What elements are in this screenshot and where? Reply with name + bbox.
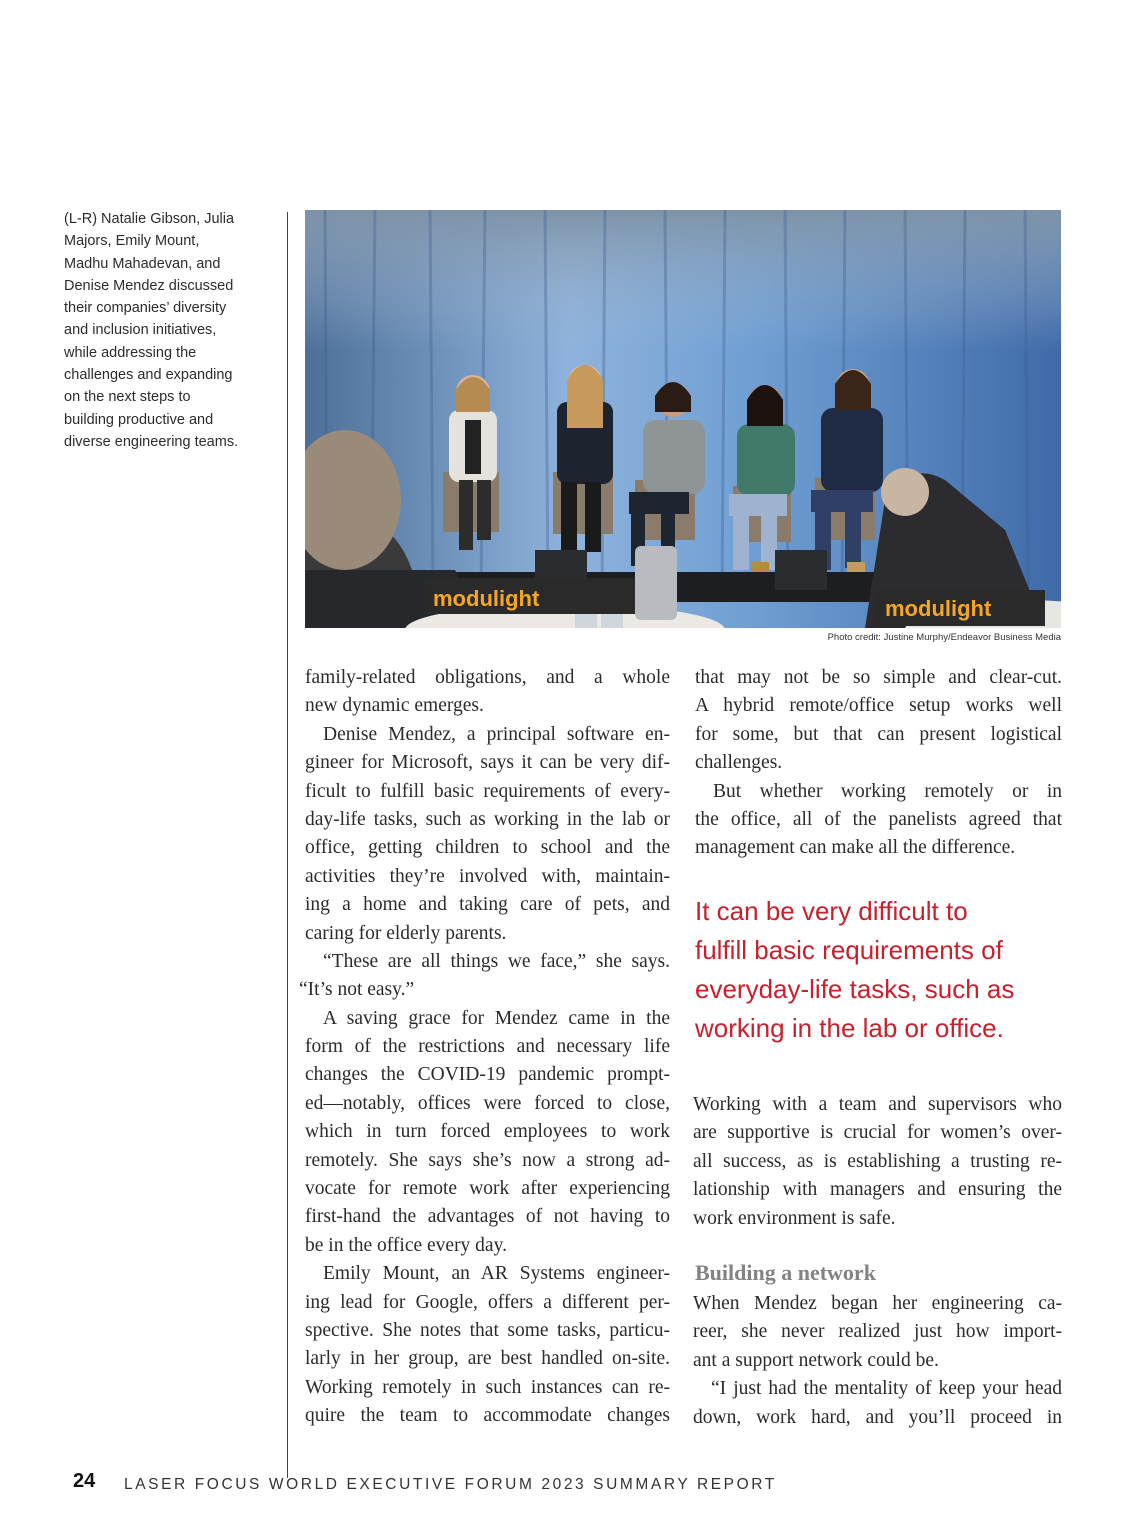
body-line: But whether working remotely or in [713,780,1062,802]
body-column-1 [299,664,670,1431]
body-line: form of the restrictions and necessary life [305,1036,670,1058]
caption-line: on the next steps to [64,389,191,406]
pull-quote-line: fulfill basic requirements of [695,935,1003,965]
body-line: changes the COVID-19 pandemic prompt- [305,1064,670,1086]
column-divider [287,212,288,1478]
body-line: “These are all things we face,” she says. [323,950,670,972]
body-line: ed—notably, offices were forced to close, [305,1092,670,1114]
caption-line: building productive and [64,411,214,428]
section-subhead: Building a network [695,1260,876,1285]
body-line: lationship with managers and ensuring the [693,1179,1062,1201]
body-line: quire the team to accommodate changes [305,1405,670,1427]
caption-line: diverse engineering teams. [64,433,239,450]
banner-logo: modulight [885,596,992,621]
body-line: ant a support network could be. [693,1349,939,1371]
body-line: the office, all of the panelists agreed that [695,808,1062,830]
caption-line: Madhu Mahadevan, and [64,255,221,272]
body-line: ficult to fulfill basic requirements of every- [305,780,670,802]
body-line: ing a home and taking care of pets, and [305,894,670,916]
caption-line: (L-R) Natalie Gibson, Julia [64,211,235,227]
body-line: which in turn forced employees to work [305,1121,670,1143]
body-line: all success, as is establishing a trusting re- [693,1150,1062,1172]
body-line: caring for elderly parents. [305,922,507,944]
caption-line: and inclusion initiatives, [64,322,217,339]
caption-line: Majors, Emily Mount, [64,233,200,250]
body-column-2-top [695,664,1062,863]
caption-line: Denise Mendez discussed [64,277,234,294]
body-line: new dynamic emerges. [305,695,484,717]
body-line: Emily Mount, an AR Systems engineer- [323,1263,670,1285]
body-line: gineer for Microsoft, says it can be very dif- [305,752,670,774]
caption-line: while addressing the [64,344,197,361]
body-line: When Mendez began her engineering ca- [693,1293,1062,1314]
body-line: office, getting children to school and the [305,837,670,859]
body-line: larly in her group, are best handled on-site. [305,1348,670,1370]
body-line: “It’s not easy.” [299,979,415,1001]
body-column-2-bottom [693,1290,1062,1432]
body-line: challenges. [695,752,783,774]
water-pitcher [635,546,677,620]
body-line: Working remotely in such instances can re- [305,1376,670,1398]
body-line: are supportive is crucial for women’s over- [693,1122,1062,1144]
body-line: spective. She notes that some tasks, particu- [305,1319,670,1341]
pull-quote-line: everyday-life tasks, such as [695,974,1015,1004]
body-line: ing lead for Google, offers a different per- [305,1291,670,1313]
body-line: A saving grace for Mendez came in the [323,1007,670,1029]
photo-credit: Photo credit: Justine Murphy/Endeavor Business Media [827,632,1061,643]
caption-line: their companies’ diversity [64,300,227,317]
body-line: activities they’re involved with, maintain- [305,865,670,887]
body-line: reer, she never realized just how import- [693,1321,1062,1343]
body-line: first-hand the advantages of not having to [305,1206,670,1228]
body-line: down, work hard, and you’ll proceed in [693,1406,1062,1428]
panel-photo [305,210,1061,628]
body-line: A hybrid remote/office setup works well [695,695,1062,717]
publication-title: LASER FOCUS WORLD EXECUTIVE FORUM 2023 SUMMARY REPORT [124,1476,777,1493]
body-line: for some, but that can present logistical [695,723,1062,745]
body-line: Denise Mendez, a principal software en- [323,723,670,745]
pull-quote [695,892,1075,1048]
page-number: 24 [73,1470,96,1492]
body-line: be in the office every day. [305,1234,507,1256]
panel-photo-illustration [305,210,1061,628]
pull-quote-line: working in the lab or office. [695,1013,1004,1043]
body-line: remotely. She says she’s now a strong ad- [305,1149,670,1171]
body-column-2-middle [693,1091,1062,1233]
pull-quote-line: It can be very difficult to [695,896,968,926]
body-line: work environment is safe. [693,1207,896,1229]
body-line: Working with a team and supervisors who [693,1094,1062,1115]
body-line: day-life tasks, such as working in the lab or [305,808,670,830]
body-line: family-related obligations, and a whole [305,667,670,688]
body-line: that may not be so simple and clear-cut. [695,667,1062,688]
banner-logo: modulight [433,586,540,611]
caption-line: challenges and expanding [64,367,233,384]
body-line: vocate for remote work after experiencing [305,1178,670,1200]
photo-caption [64,208,274,453]
body-line: management can make all the difference. [695,837,1016,859]
body-line: “I just had the mentality of keep your head [711,1378,1062,1400]
